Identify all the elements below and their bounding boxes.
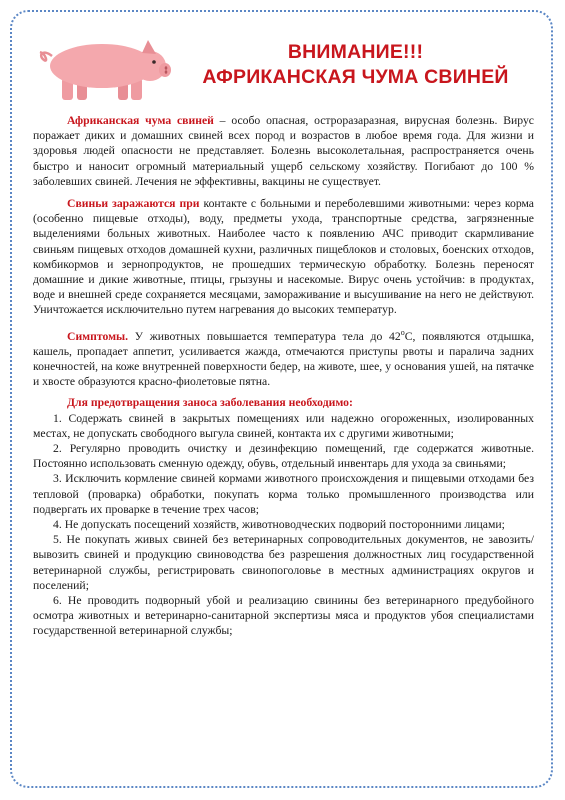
list-item [33,411,534,441]
list-item-text: Не покупать живых свиней без ветеринарных сопроводительных документов, не завозить/вывозить свиней и продукцию свиноводства без разрешения должностных лиц государственной ветеринарной службы, регистрировать свинопоголовье в местных администрациях округов и поселений; [33,533,535,592]
list-item-text: Исключить кормление свиней кормами животного происхождения и пищевыми отходами без тепловой (проварка) обработки, покупать корма только промышленного производства или подвергать их проварке в течение трех часов; [33,472,535,516]
symptoms-text-after: С, появляются отдышка, кашель, пропадает аппетит, усиливается жажда, отмечаются приступы рвоты и паралича задних конечностей, на коже внутренней поверхности бедер, на животе, шее, у основания ушей, на пятачке и хвосте образуются красно-фиолетовые пятна. [33,329,535,389]
intro-lead: Африканская чума свиней [67,114,214,127]
list-item [33,532,534,593]
symptoms-paragraph [33,325,534,390]
intro-text: – особо опасная, остроразаразная, вирусная болезнь. Вирус поражает диких и домашних свиней всех пород и возрастов в любое время года. Для жизни и здоровья людей опасности не представляет. Болезнь высоколетальная, распространяется очень быстро и наносит огромный материальный ущерб сельскому хозяйству. Погибают до 100 % заболевших свиней. Лечения не эффективны, вакцины не существует. [33,114,534,188]
symptoms-lead: Симптомы. [67,329,129,343]
list-item [33,593,534,639]
list-item-text: Регулярно проводить очистку и дезинфекцию помещений, где содержатся животные. Постоянно использовать сменную одежду, обувь, отдельный инвентарь для ухода за свиньями; [33,441,535,471]
intro-paragraph [33,113,534,189]
list-item-text: Не проводить подворный убой и реализацию свинины без ветеринарного предубойного осмотра животных и ветеринарно-санитарной экспертизы мяса и продуктов убоя специалистами государственной ветеринарной службы; [33,593,535,638]
list-item-number: 2 . [53,442,70,455]
prevention-heading-text: Для предотвращения заноса заболевания необходимо: [67,396,353,410]
prevention-heading [33,395,534,410]
degree-mark: о [400,327,405,337]
list-item-number: 4 . [53,518,65,531]
infection-text: контакте с больными и переболевшими животными: через корма (особенно пищевые отходы), воду, предметы ухода, транспортные средства, загрязненные выделениями больных животных. Наиболее часто к появлению АЧС приводит скармливание свиньям пищевых отходов домашней кухни, различных пищеблоков и столовых, боенских отходов, комбикормов и зернопродуктов, не прошедших термическую обработку. Болезнь переносят домашние и дикие животные, птицы, грызуны и насекомые. Вирус очень устойчив: в продуктах, воде и внешней среде сохраняется месяцами, замораживание и высушивание на него не действуют. Уничтожается исключительно путем нагревания до высоких температур. [33,197,534,317]
infection-paragraph [33,196,534,318]
list-item [33,471,534,517]
title-line-1: ВНИМАНИЕ!!! [287,41,424,63]
list-item [33,441,534,471]
title-line-2: АФРИКАНСКАЯ ЧУМА СВИНЕЙ [202,66,509,88]
list-item [33,517,534,532]
page-title [168,40,543,90]
list-item-text: Не допускать посещений хозяйств, животноводческих подворий посторонними лицами; [64,517,505,531]
list-item-number: 1 . [53,412,68,425]
document-body [33,113,534,639]
list-item-number: 5 . [53,533,67,546]
infection-lead: Свиньи заражаются при [67,197,200,211]
pink-pig-icon [32,26,172,106]
symptoms-text-before: У животных повышается температура тела до 42 [128,329,401,343]
list-item-number: 3 . [53,472,65,485]
list-item-number: 6 . [53,594,68,607]
list-item-text: Содержать свиней в закрытых помещениях или надежно огороженных, изолированных местах, не допускать свободного выгула свиней, контакта их с другими животными; [33,411,535,440]
